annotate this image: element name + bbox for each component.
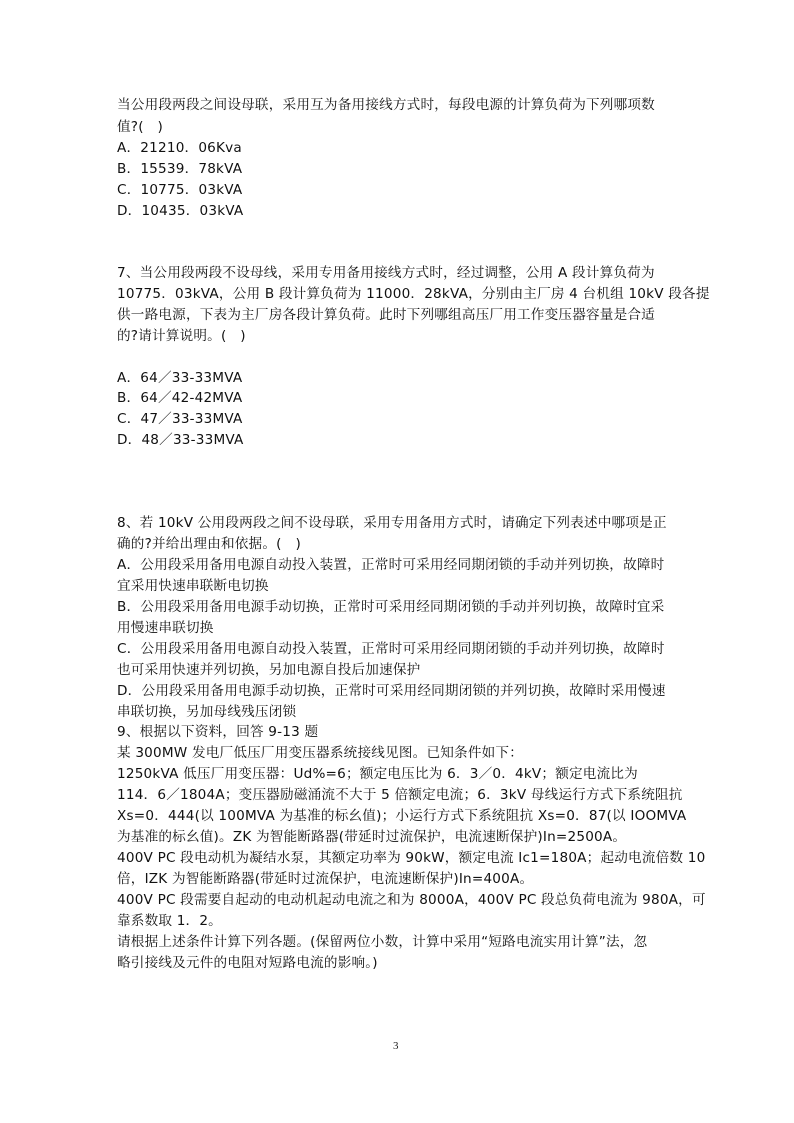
- question-stem: 7、当公用段两段不设母线，采用专用备用接线方式时，经过调整，公用 A 段计算负荷为: [117, 265, 655, 281]
- paragraph-line: 某 300MW 发电厂低压厂用变压器系统接线见图。已知条件如下：: [117, 745, 523, 761]
- paragraph-line: 为基准的标幺值)。ZK 为智能断路器(带延时过流保护，电流速断保护)In=2500A。: [117, 829, 627, 845]
- option-c: C．47／33-33MVA: [117, 411, 243, 427]
- option-a: 宜采用快速串联断电切换: [117, 578, 269, 594]
- option-a: A．21210．06Kva: [117, 140, 242, 156]
- question-stem: 10775．03kVA，公用 B 段计算负荷为 11000．28kVA，分别由主厂房 4 台机组 10kV 段各提: [117, 286, 710, 302]
- option-a: A．公用段采用备用电源自动投入装置，正常时可采用经同期闭锁的手动并列切换，故障时: [117, 557, 665, 573]
- option-b: B．公用段采用备用电源手动切换，正常时可采用经同期闭锁的手动并列切换，故障时宜采: [117, 599, 665, 615]
- question-stem: 供一路电源，下表为主厂房各段计算负荷。此时下列哪组高压厂用工作变压器容量是合适: [117, 307, 655, 323]
- question-stem: 确的?并给出理由和依据。( ): [117, 536, 301, 552]
- paragraph-line: 略引接线及元件的电阻对短路电流的影响。): [117, 955, 378, 971]
- question-stem: 8、若 10kV 公用段两段之间不设母联，采用专用备用方式时，请确定下列表述中哪项是正: [117, 515, 667, 531]
- page-number: 3: [393, 1040, 399, 1052]
- paragraph-line: 400V PC 段需要自起动的电动机起动电流之和为 8000A，400V PC 段总负荷电流为 980A，可: [117, 892, 706, 908]
- paragraph-line: 靠系数取 1．2。: [117, 913, 222, 929]
- option-c: 也可采用快速并列切换，另加电源自投后加速保护: [117, 662, 421, 678]
- option-b: B．15539．78kVA: [117, 161, 243, 177]
- paragraph-line: 请根据上述条件计算下列各题。(保留两位小数，计算中采用“短路电流实用计算”法，忽: [117, 934, 648, 950]
- option-d: D．48／33-33MVA: [117, 432, 244, 448]
- option-b: 用慢速串联切换: [117, 620, 214, 636]
- question-stem: 值?( ): [117, 119, 164, 135]
- paragraph-line: 倍，IZK 为智能断路器(带延时过流保护，电流速断保护)In=400A。: [117, 871, 534, 887]
- option-d: D．10435．03kVA: [117, 203, 244, 219]
- paragraph-line: 400V PC 段电动机为凝结水泵，其额定功率为 90kW，额定电流 Ic1=180A；起动电流倍数 10: [117, 850, 706, 866]
- option-a: A．64／33-33MVA: [117, 370, 243, 386]
- question-heading: 9、根据以下资料，回答 9-13 题: [117, 724, 319, 740]
- question-stem: 的?请计算说明。( ): [117, 328, 246, 344]
- option-d: 串联切换，另加母线残压闭锁: [117, 704, 297, 720]
- paragraph-line: Xs=0．444(以 100MVA 为基准的标幺值)；小运行方式下系统阻抗 Xs=0．87(以 IOOMVA: [117, 808, 687, 824]
- option-d: D．公用段采用备用电源手动切换，正常时可采用经同期闭锁的并列切换，故障时采用慢速: [117, 683, 666, 699]
- option-c: C．10775．03kVA: [117, 182, 243, 198]
- option-b: B．64／42-42MVA: [117, 390, 243, 406]
- question-stem: 当公用段两段之间设母联，采用互为备用接线方式时，每段电源的计算负荷为下列哪项数: [117, 97, 655, 113]
- paragraph-line: 1250kVA 低压厂用变压器：Ud%=6；额定电压比为 6．3／0．4kV；额定电流比为: [117, 766, 638, 782]
- option-c: C．公用段采用备用电源自动投入装置，正常时可采用经同期闭锁的手动并列切换，故障时: [117, 641, 665, 657]
- paragraph-line: 114．6／1804A；变压器励磁涌流不大于 5 倍额定电流；6．3kV 母线运行方式下系统阻抗: [117, 787, 683, 803]
